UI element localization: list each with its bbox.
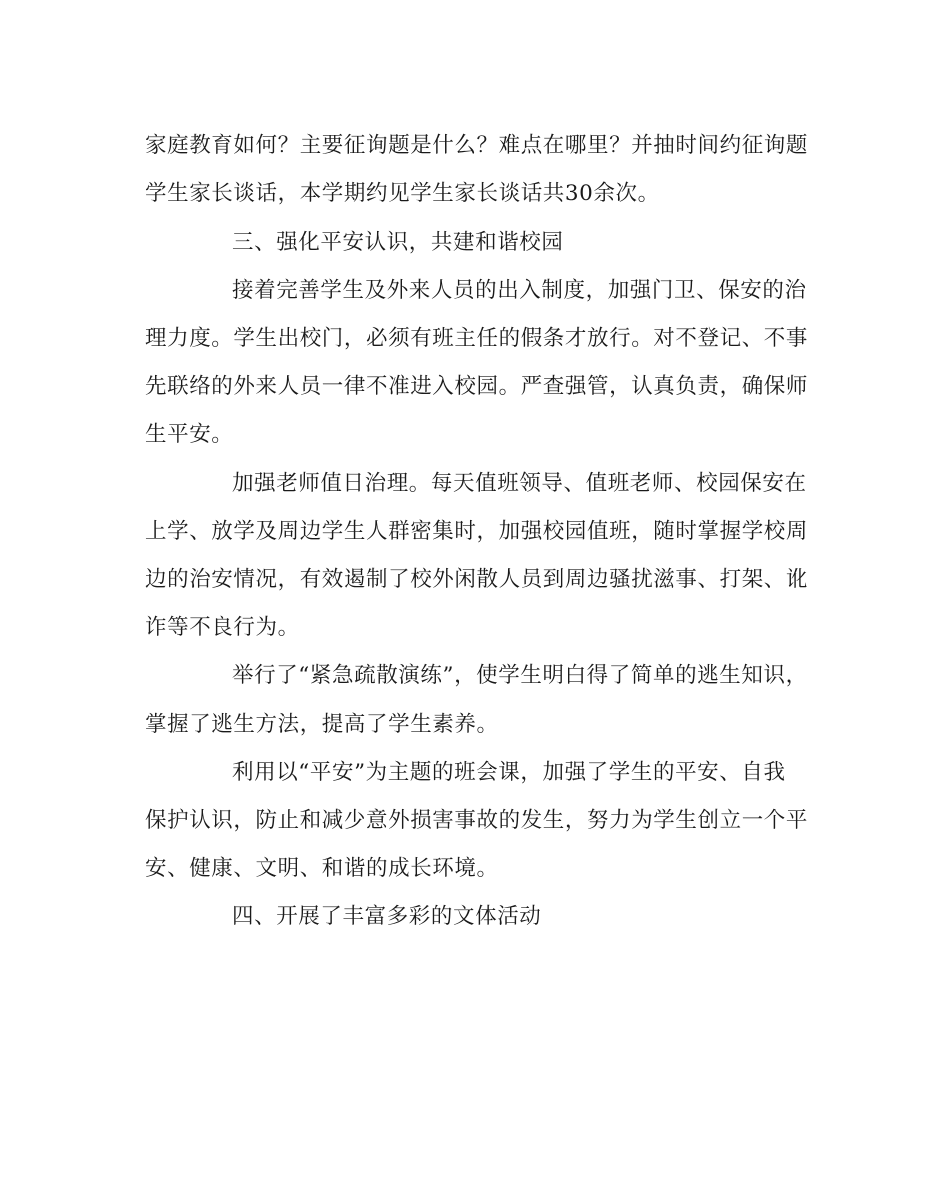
paragraph-line: 保护认识，防止和减少意外损害事故的发生，努力为学生创立一个平 [145,808,809,833]
paragraph-line: 先联络的外来人员一律不准进入校园。严查强管，认真负责，确保师 [145,374,809,399]
section-heading: 三、强化平安认识，共建和谐校园 [232,230,564,255]
paragraph-line: 举行了“紧急疏散演练”，使学生明白得了简单的逃生知识， [232,663,808,688]
paragraph-line: 接着完善学生及外来人员的出入制度，加强门卫、保安的治 [232,278,807,303]
paragraph-line: 诈等不良行为。 [145,615,300,640]
section-heading: 四、开展了丰富多彩的文体活动 [232,904,542,929]
paragraph-line: 掌握了逃生方法，提高了学生素养。 [145,712,499,737]
paragraph-line: 安、健康、文明、和谐的成长环境。 [145,856,499,881]
paragraph-line: 加强老师值日治理。每天值班领导、值班老师、校园保安在 [232,471,807,496]
paragraph-line: 利用以“平安”为主题的班会课，加强了学生的平安、自我 [232,760,786,785]
paragraph-line: 理力度。学生出校门，必须有班主任的假条才放行。对不登记、不事 [145,326,809,351]
paragraph-line: 家庭教育如何？主要征询题是什么？难点在哪里？并抽时间约征询题 [145,133,809,158]
paragraph-line: 上学、放学及周边学生人群密集时，加强校园值班，随时掌握学校周 [145,519,809,544]
paragraph-line: 学生家长谈话，本学期约见学生家长谈话共30余次。 [145,181,660,206]
paragraph-line: 生平安。 [145,422,234,447]
paragraph-line: 边的治安情况，有效遏制了校外闲散人员到周边骚扰滋事、打架、讹 [145,567,809,592]
